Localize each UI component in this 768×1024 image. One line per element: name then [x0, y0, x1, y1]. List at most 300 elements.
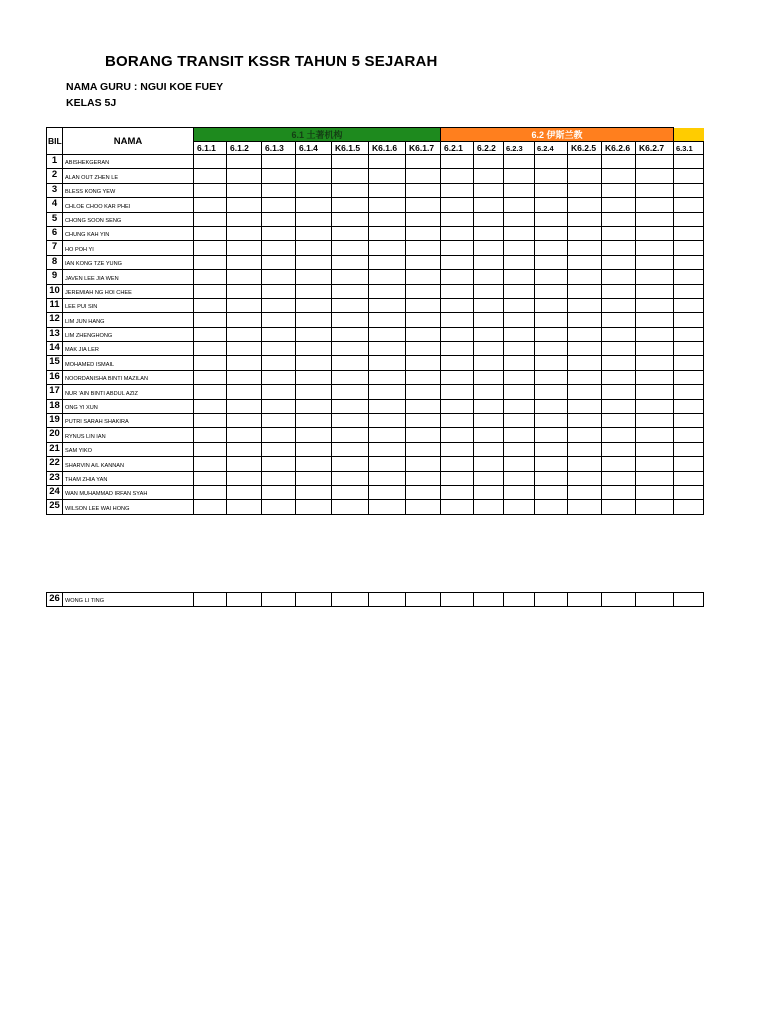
mark-cell[interactable] — [674, 593, 704, 607]
mark-cell[interactable] — [474, 593, 504, 607]
mark-cell[interactable] — [194, 327, 227, 341]
mark-cell[interactable] — [369, 342, 406, 356]
mark-cell[interactable] — [369, 471, 406, 485]
mark-cell[interactable] — [227, 593, 262, 607]
mark-cell[interactable] — [504, 342, 535, 356]
mark-cell[interactable] — [227, 356, 262, 370]
mark-cell[interactable] — [474, 313, 504, 327]
mark-cell[interactable] — [441, 226, 474, 240]
mark-cell[interactable] — [369, 500, 406, 514]
mark-cell[interactable] — [332, 356, 369, 370]
mark-cell[interactable] — [406, 255, 441, 269]
mark-cell[interactable] — [441, 428, 474, 442]
mark-cell[interactable] — [406, 241, 441, 255]
mark-cell[interactable] — [227, 457, 262, 471]
mark-cell[interactable] — [636, 284, 674, 298]
mark-cell[interactable] — [535, 198, 568, 212]
mark-cell[interactable] — [568, 414, 602, 428]
mark-cell[interactable] — [227, 198, 262, 212]
mark-cell[interactable] — [474, 241, 504, 255]
mark-cell[interactable] — [535, 298, 568, 312]
mark-cell[interactable] — [636, 183, 674, 197]
mark-cell[interactable] — [369, 442, 406, 456]
mark-cell[interactable] — [194, 500, 227, 514]
mark-cell[interactable] — [441, 399, 474, 413]
mark-cell[interactable] — [568, 471, 602, 485]
mark-cell[interactable] — [474, 270, 504, 284]
mark-cell[interactable] — [441, 212, 474, 226]
mark-cell[interactable] — [296, 198, 332, 212]
mark-cell[interactable] — [535, 183, 568, 197]
mark-cell[interactable] — [568, 485, 602, 499]
mark-cell[interactable] — [441, 485, 474, 499]
mark-cell[interactable] — [441, 327, 474, 341]
mark-cell[interactable] — [535, 593, 568, 607]
mark-cell[interactable] — [474, 327, 504, 341]
mark-cell[interactable] — [441, 313, 474, 327]
mark-cell[interactable] — [674, 428, 704, 442]
mark-cell[interactable] — [441, 255, 474, 269]
mark-cell[interactable] — [535, 414, 568, 428]
mark-cell[interactable] — [535, 241, 568, 255]
mark-cell[interactable] — [406, 198, 441, 212]
mark-cell[interactable] — [636, 241, 674, 255]
mark-cell[interactable] — [568, 442, 602, 456]
mark-cell[interactable] — [602, 342, 636, 356]
mark-cell[interactable] — [504, 356, 535, 370]
mark-cell[interactable] — [504, 226, 535, 240]
mark-cell[interactable] — [504, 370, 535, 384]
mark-cell[interactable] — [194, 241, 227, 255]
mark-cell[interactable] — [535, 327, 568, 341]
mark-cell[interactable] — [474, 457, 504, 471]
mark-cell[interactable] — [602, 212, 636, 226]
mark-cell[interactable] — [262, 485, 296, 499]
mark-cell[interactable] — [602, 414, 636, 428]
mark-cell[interactable] — [194, 370, 227, 384]
mark-cell[interactable] — [602, 485, 636, 499]
mark-cell[interactable] — [636, 169, 674, 183]
mark-cell[interactable] — [369, 313, 406, 327]
mark-cell[interactable] — [332, 385, 369, 399]
mark-cell[interactable] — [441, 442, 474, 456]
mark-cell[interactable] — [474, 155, 504, 169]
mark-cell[interactable] — [674, 198, 704, 212]
mark-cell[interactable] — [441, 356, 474, 370]
mark-cell[interactable] — [674, 356, 704, 370]
mark-cell[interactable] — [369, 485, 406, 499]
mark-cell[interactable] — [227, 399, 262, 413]
mark-cell[interactable] — [194, 442, 227, 456]
mark-cell[interactable] — [568, 327, 602, 341]
mark-cell[interactable] — [474, 226, 504, 240]
mark-cell[interactable] — [262, 457, 296, 471]
mark-cell[interactable] — [332, 593, 369, 607]
mark-cell[interactable] — [262, 198, 296, 212]
mark-cell[interactable] — [602, 327, 636, 341]
mark-cell[interactable] — [636, 342, 674, 356]
mark-cell[interactable] — [474, 255, 504, 269]
mark-cell[interactable] — [406, 593, 441, 607]
mark-cell[interactable] — [296, 241, 332, 255]
mark-cell[interactable] — [369, 370, 406, 384]
mark-cell[interactable] — [568, 241, 602, 255]
mark-cell[interactable] — [636, 356, 674, 370]
mark-cell[interactable] — [602, 428, 636, 442]
mark-cell[interactable] — [332, 183, 369, 197]
mark-cell[interactable] — [332, 298, 369, 312]
mark-cell[interactable] — [227, 342, 262, 356]
mark-cell[interactable] — [602, 270, 636, 284]
mark-cell[interactable] — [227, 428, 262, 442]
mark-cell[interactable] — [227, 255, 262, 269]
mark-cell[interactable] — [504, 284, 535, 298]
mark-cell[interactable] — [636, 327, 674, 341]
mark-cell[interactable] — [262, 342, 296, 356]
mark-cell[interactable] — [406, 500, 441, 514]
mark-cell[interactable] — [636, 155, 674, 169]
mark-cell[interactable] — [636, 226, 674, 240]
mark-cell[interactable] — [332, 428, 369, 442]
mark-cell[interactable] — [474, 414, 504, 428]
mark-cell[interactable] — [332, 313, 369, 327]
mark-cell[interactable] — [194, 414, 227, 428]
mark-cell[interactable] — [568, 385, 602, 399]
mark-cell[interactable] — [227, 212, 262, 226]
mark-cell[interactable] — [194, 457, 227, 471]
mark-cell[interactable] — [262, 241, 296, 255]
mark-cell[interactable] — [441, 370, 474, 384]
mark-cell[interactable] — [441, 183, 474, 197]
mark-cell[interactable] — [227, 183, 262, 197]
mark-cell[interactable] — [194, 428, 227, 442]
mark-cell[interactable] — [332, 342, 369, 356]
mark-cell[interactable] — [332, 270, 369, 284]
mark-cell[interactable] — [504, 327, 535, 341]
mark-cell[interactable] — [568, 356, 602, 370]
mark-cell[interactable] — [262, 327, 296, 341]
mark-cell[interactable] — [674, 414, 704, 428]
mark-cell[interactable] — [602, 385, 636, 399]
mark-cell[interactable] — [636, 500, 674, 514]
mark-cell[interactable] — [406, 414, 441, 428]
mark-cell[interactable] — [441, 414, 474, 428]
mark-cell[interactable] — [262, 356, 296, 370]
mark-cell[interactable] — [262, 593, 296, 607]
mark-cell[interactable] — [602, 500, 636, 514]
mark-cell[interactable] — [296, 183, 332, 197]
mark-cell[interactable] — [568, 457, 602, 471]
mark-cell[interactable] — [194, 270, 227, 284]
mark-cell[interactable] — [568, 298, 602, 312]
mark-cell[interactable] — [296, 298, 332, 312]
mark-cell[interactable] — [674, 298, 704, 312]
mark-cell[interactable] — [406, 327, 441, 341]
mark-cell[interactable] — [369, 183, 406, 197]
mark-cell[interactable] — [602, 255, 636, 269]
mark-cell[interactable] — [227, 442, 262, 456]
mark-cell[interactable] — [227, 327, 262, 341]
mark-cell[interactable] — [674, 169, 704, 183]
mark-cell[interactable] — [332, 471, 369, 485]
mark-cell[interactable] — [369, 428, 406, 442]
mark-cell[interactable] — [194, 284, 227, 298]
mark-cell[interactable] — [535, 457, 568, 471]
mark-cell[interactable] — [369, 169, 406, 183]
mark-cell[interactable] — [332, 284, 369, 298]
mark-cell[interactable] — [441, 169, 474, 183]
mark-cell[interactable] — [474, 471, 504, 485]
mark-cell[interactable] — [332, 241, 369, 255]
mark-cell[interactable] — [332, 155, 369, 169]
mark-cell[interactable] — [674, 370, 704, 384]
mark-cell[interactable] — [332, 226, 369, 240]
mark-cell[interactable] — [227, 155, 262, 169]
mark-cell[interactable] — [504, 183, 535, 197]
mark-cell[interactable] — [262, 169, 296, 183]
mark-cell[interactable] — [332, 457, 369, 471]
mark-cell[interactable] — [296, 385, 332, 399]
mark-cell[interactable] — [296, 284, 332, 298]
mark-cell[interactable] — [194, 356, 227, 370]
mark-cell[interactable] — [474, 212, 504, 226]
mark-cell[interactable] — [602, 284, 636, 298]
mark-cell[interactable] — [406, 442, 441, 456]
mark-cell[interactable] — [296, 270, 332, 284]
mark-cell[interactable] — [406, 370, 441, 384]
mark-cell[interactable] — [194, 198, 227, 212]
mark-cell[interactable] — [369, 284, 406, 298]
mark-cell[interactable] — [674, 270, 704, 284]
mark-cell[interactable] — [296, 428, 332, 442]
mark-cell[interactable] — [602, 442, 636, 456]
mark-cell[interactable] — [406, 342, 441, 356]
mark-cell[interactable] — [369, 155, 406, 169]
mark-cell[interactable] — [296, 342, 332, 356]
mark-cell[interactable] — [406, 356, 441, 370]
mark-cell[interactable] — [227, 226, 262, 240]
mark-cell[interactable] — [332, 399, 369, 413]
mark-cell[interactable] — [602, 313, 636, 327]
mark-cell[interactable] — [568, 399, 602, 413]
mark-cell[interactable] — [535, 169, 568, 183]
mark-cell[interactable] — [194, 212, 227, 226]
mark-cell[interactable] — [296, 399, 332, 413]
mark-cell[interactable] — [296, 442, 332, 456]
mark-cell[interactable] — [406, 169, 441, 183]
mark-cell[interactable] — [636, 485, 674, 499]
mark-cell[interactable] — [227, 385, 262, 399]
mark-cell[interactable] — [369, 399, 406, 413]
mark-cell[interactable] — [674, 313, 704, 327]
mark-cell[interactable] — [636, 370, 674, 384]
mark-cell[interactable] — [369, 241, 406, 255]
mark-cell[interactable] — [406, 212, 441, 226]
mark-cell[interactable] — [296, 226, 332, 240]
mark-cell[interactable] — [296, 370, 332, 384]
mark-cell[interactable] — [674, 155, 704, 169]
mark-cell[interactable] — [369, 593, 406, 607]
mark-cell[interactable] — [406, 284, 441, 298]
mark-cell[interactable] — [369, 255, 406, 269]
mark-cell[interactable] — [227, 241, 262, 255]
mark-cell[interactable] — [332, 255, 369, 269]
mark-cell[interactable] — [504, 270, 535, 284]
mark-cell[interactable] — [332, 198, 369, 212]
mark-cell[interactable] — [296, 457, 332, 471]
mark-cell[interactable] — [504, 414, 535, 428]
mark-cell[interactable] — [262, 385, 296, 399]
mark-cell[interactable] — [332, 500, 369, 514]
mark-cell[interactable] — [474, 428, 504, 442]
mark-cell[interactable] — [441, 198, 474, 212]
mark-cell[interactable] — [406, 485, 441, 499]
mark-cell[interactable] — [262, 313, 296, 327]
mark-cell[interactable] — [406, 298, 441, 312]
mark-cell[interactable] — [474, 183, 504, 197]
mark-cell[interactable] — [227, 313, 262, 327]
mark-cell[interactable] — [296, 327, 332, 341]
mark-cell[interactable] — [504, 298, 535, 312]
mark-cell[interactable] — [194, 255, 227, 269]
mark-cell[interactable] — [535, 399, 568, 413]
mark-cell[interactable] — [369, 327, 406, 341]
mark-cell[interactable] — [262, 270, 296, 284]
mark-cell[interactable] — [602, 183, 636, 197]
mark-cell[interactable] — [441, 270, 474, 284]
mark-cell[interactable] — [332, 442, 369, 456]
mark-cell[interactable] — [602, 226, 636, 240]
mark-cell[interactable] — [296, 255, 332, 269]
mark-cell[interactable] — [674, 485, 704, 499]
mark-cell[interactable] — [296, 313, 332, 327]
mark-cell[interactable] — [535, 370, 568, 384]
mark-cell[interactable] — [194, 155, 227, 169]
mark-cell[interactable] — [535, 155, 568, 169]
mark-cell[interactable] — [441, 284, 474, 298]
mark-cell[interactable] — [504, 457, 535, 471]
mark-cell[interactable] — [504, 471, 535, 485]
mark-cell[interactable] — [406, 399, 441, 413]
mark-cell[interactable] — [296, 155, 332, 169]
mark-cell[interactable] — [636, 414, 674, 428]
mark-cell[interactable] — [194, 183, 227, 197]
mark-cell[interactable] — [636, 255, 674, 269]
mark-cell[interactable] — [636, 457, 674, 471]
mark-cell[interactable] — [406, 270, 441, 284]
mark-cell[interactable] — [535, 226, 568, 240]
mark-cell[interactable] — [504, 385, 535, 399]
mark-cell[interactable] — [636, 593, 674, 607]
mark-cell[interactable] — [194, 471, 227, 485]
mark-cell[interactable] — [474, 385, 504, 399]
mark-cell[interactable] — [535, 356, 568, 370]
mark-cell[interactable] — [441, 241, 474, 255]
mark-cell[interactable] — [194, 342, 227, 356]
mark-cell[interactable] — [535, 428, 568, 442]
mark-cell[interactable] — [674, 284, 704, 298]
mark-cell[interactable] — [262, 414, 296, 428]
mark-cell[interactable] — [674, 471, 704, 485]
mark-cell[interactable] — [262, 183, 296, 197]
mark-cell[interactable] — [296, 500, 332, 514]
mark-cell[interactable] — [227, 169, 262, 183]
mark-cell[interactable] — [636, 442, 674, 456]
mark-cell[interactable] — [406, 183, 441, 197]
mark-cell[interactable] — [474, 284, 504, 298]
mark-cell[interactable] — [636, 270, 674, 284]
mark-cell[interactable] — [332, 485, 369, 499]
mark-cell[interactable] — [227, 298, 262, 312]
mark-cell[interactable] — [296, 356, 332, 370]
mark-cell[interactable] — [474, 442, 504, 456]
mark-cell[interactable] — [227, 284, 262, 298]
mark-cell[interactable] — [441, 457, 474, 471]
mark-cell[interactable] — [674, 500, 704, 514]
mark-cell[interactable] — [568, 270, 602, 284]
mark-cell[interactable] — [636, 399, 674, 413]
mark-cell[interactable] — [441, 471, 474, 485]
mark-cell[interactable] — [674, 255, 704, 269]
mark-cell[interactable] — [636, 428, 674, 442]
mark-cell[interactable] — [602, 198, 636, 212]
mark-cell[interactable] — [227, 485, 262, 499]
mark-cell[interactable] — [504, 155, 535, 169]
mark-cell[interactable] — [602, 241, 636, 255]
mark-cell[interactable] — [441, 500, 474, 514]
mark-cell[interactable] — [568, 198, 602, 212]
mark-cell[interactable] — [406, 385, 441, 399]
mark-cell[interactable] — [568, 370, 602, 384]
mark-cell[interactable] — [262, 284, 296, 298]
mark-cell[interactable] — [441, 385, 474, 399]
mark-cell[interactable] — [504, 313, 535, 327]
mark-cell[interactable] — [504, 485, 535, 499]
mark-cell[interactable] — [602, 169, 636, 183]
mark-cell[interactable] — [332, 327, 369, 341]
mark-cell[interactable] — [227, 270, 262, 284]
mark-cell[interactable] — [535, 342, 568, 356]
mark-cell[interactable] — [602, 399, 636, 413]
mark-cell[interactable] — [296, 593, 332, 607]
mark-cell[interactable] — [332, 370, 369, 384]
mark-cell[interactable] — [674, 399, 704, 413]
mark-cell[interactable] — [504, 428, 535, 442]
mark-cell[interactable] — [535, 284, 568, 298]
mark-cell[interactable] — [602, 155, 636, 169]
mark-cell[interactable] — [369, 298, 406, 312]
mark-cell[interactable] — [194, 399, 227, 413]
mark-cell[interactable] — [674, 241, 704, 255]
mark-cell[interactable] — [674, 327, 704, 341]
mark-cell[interactable] — [262, 399, 296, 413]
mark-cell[interactable] — [568, 212, 602, 226]
mark-cell[interactable] — [296, 485, 332, 499]
mark-cell[interactable] — [406, 428, 441, 442]
mark-cell[interactable] — [369, 198, 406, 212]
mark-cell[interactable] — [474, 500, 504, 514]
mark-cell[interactable] — [474, 399, 504, 413]
mark-cell[interactable] — [568, 342, 602, 356]
mark-cell[interactable] — [194, 226, 227, 240]
mark-cell[interactable] — [474, 370, 504, 384]
mark-cell[interactable] — [262, 428, 296, 442]
mark-cell[interactable] — [296, 471, 332, 485]
mark-cell[interactable] — [369, 226, 406, 240]
mark-cell[interactable] — [262, 370, 296, 384]
mark-cell[interactable] — [332, 414, 369, 428]
mark-cell[interactable] — [602, 593, 636, 607]
